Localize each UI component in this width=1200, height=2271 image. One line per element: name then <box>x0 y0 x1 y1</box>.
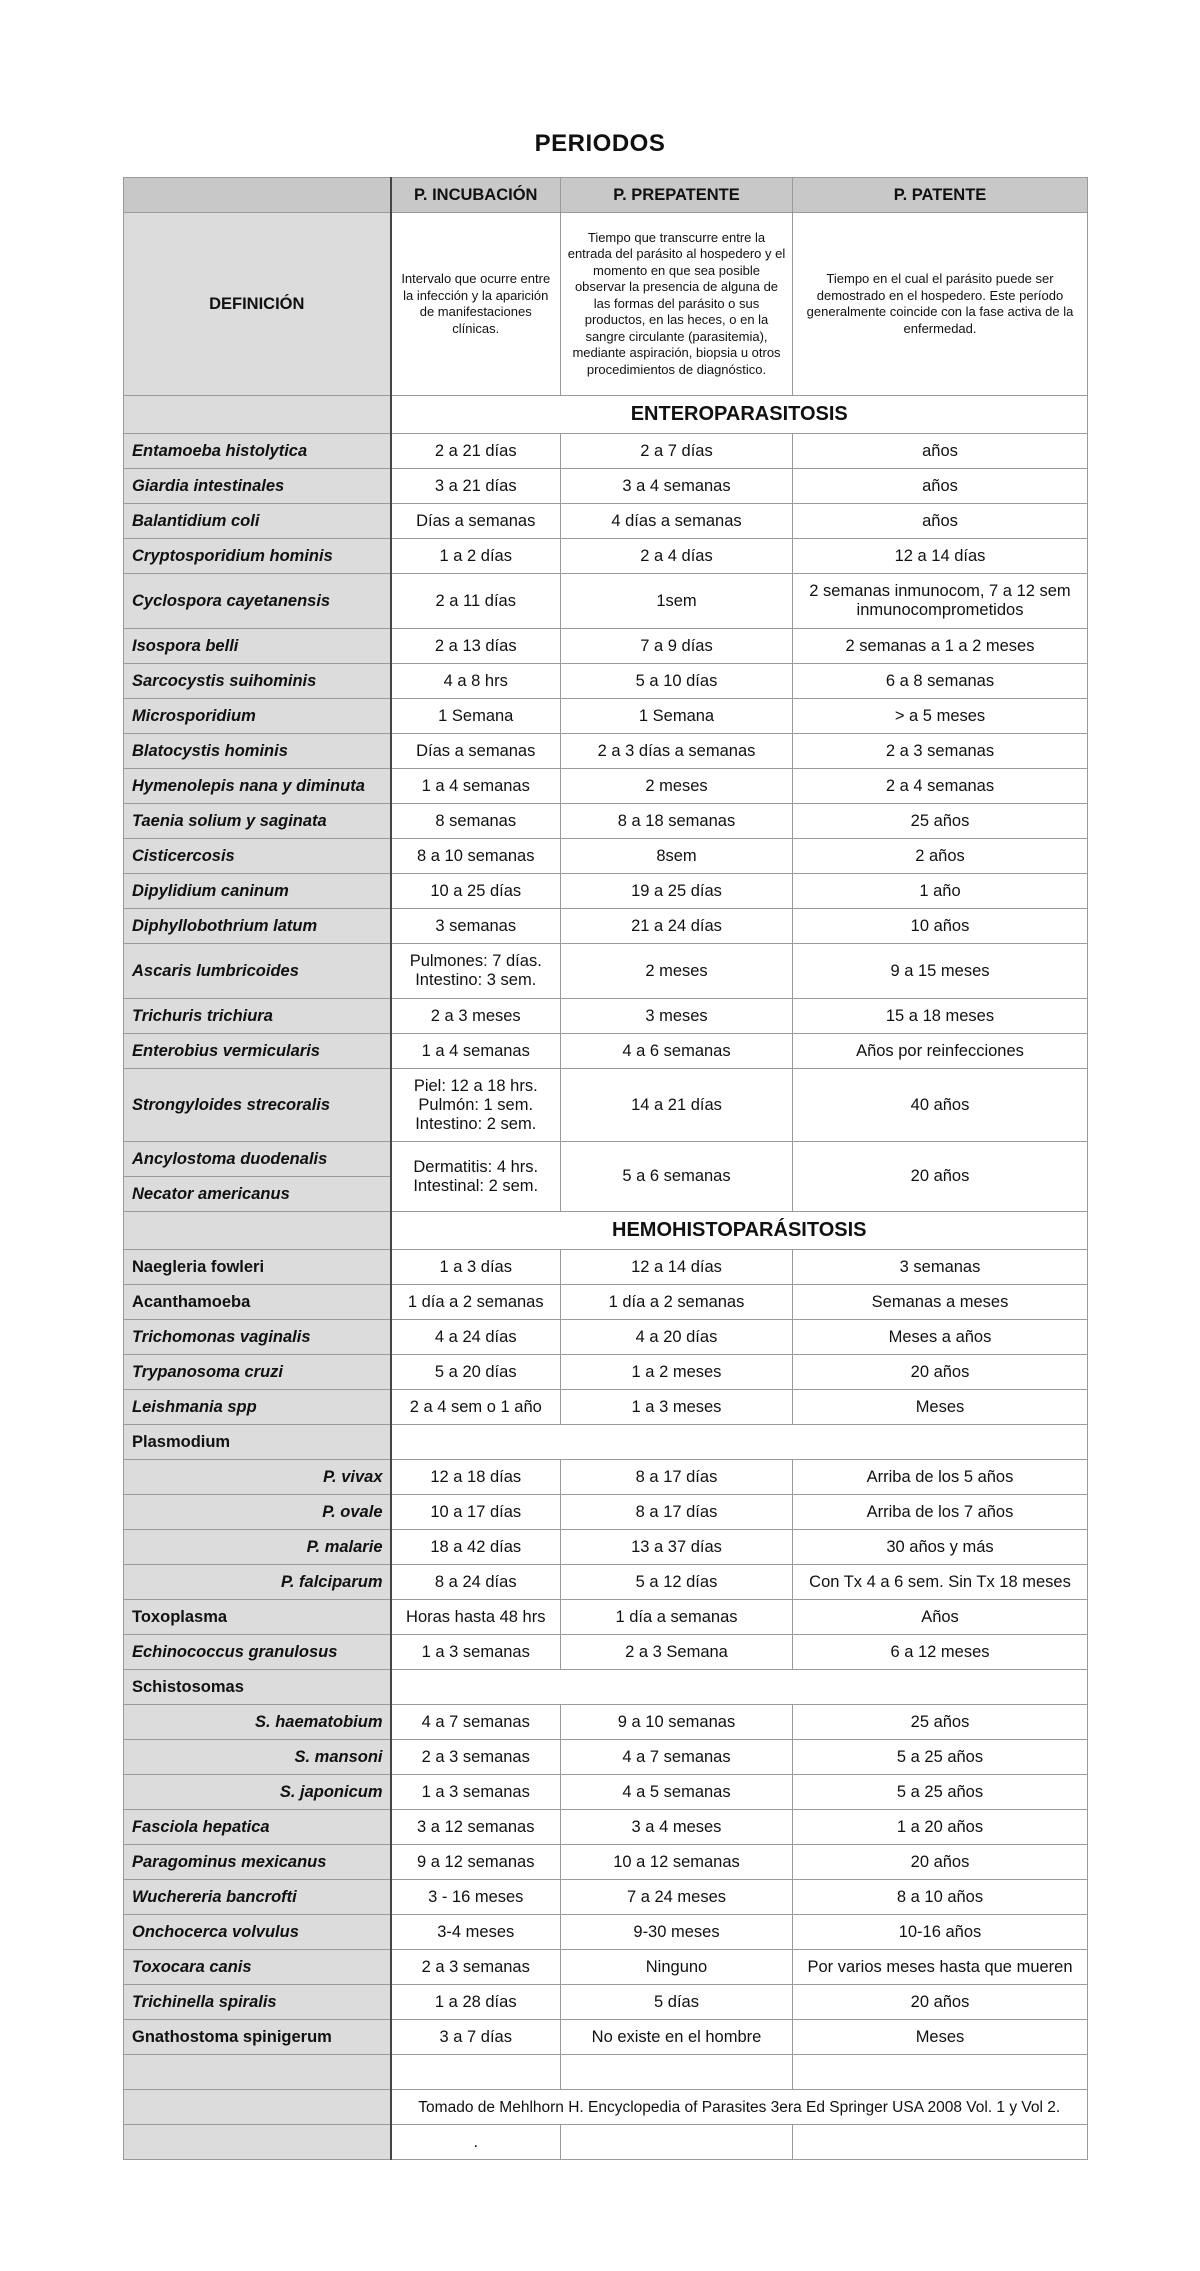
table-row <box>124 839 1088 874</box>
parasite-name: S. mansoni <box>124 1740 391 1775</box>
parasite-name: Balantidium coli <box>124 504 391 539</box>
parasite-name: Blatocystis hominis <box>124 734 391 769</box>
parasite-name: P. ovale <box>124 1495 391 1530</box>
blank-cell <box>391 2055 561 2090</box>
table-row <box>124 539 1088 574</box>
section-hemohistoparasitosis-row <box>124 1212 1088 1250</box>
parasite-name: Strongyloides strecoralis <box>124 1069 391 1142</box>
prepatente-value: 2 a 7 días <box>561 434 793 469</box>
prepatente-value: 2 meses <box>561 769 793 804</box>
parasite-name: Paragominus mexicanus <box>124 1845 391 1880</box>
table-row <box>124 804 1088 839</box>
table-row <box>124 1285 1088 1320</box>
incubacion-value: 3 - 16 meses <box>391 1880 561 1915</box>
prepatente-value: 8sem <box>561 839 793 874</box>
empty-cell <box>391 1425 1088 1460</box>
parasite-name: S. haematobium <box>124 1705 391 1740</box>
incubacion-value: 1 a 4 semanas <box>391 769 561 804</box>
table-row <box>124 1915 1088 1950</box>
table-row <box>124 1565 1088 1600</box>
parasite-name: Cisticercosis <box>124 839 391 874</box>
table-row <box>124 434 1088 469</box>
prepatente-value: No existe en el hombre <box>561 2020 793 2055</box>
parasite-name: Enterobius vermicularis <box>124 1034 391 1069</box>
parasite-name: Gnathostoma spinigerum <box>124 2020 391 2055</box>
table-row <box>124 874 1088 909</box>
patente-value: 20 años <box>793 1355 1088 1390</box>
parasite-name: Giardia intestinales <box>124 469 391 504</box>
prepatente-value: 4 a 5 semanas <box>561 1775 793 1810</box>
incubacion-value: 2 a 11 días <box>391 574 561 629</box>
patente-value: años <box>793 434 1088 469</box>
patente-value: 6 a 12 meses <box>793 1635 1088 1670</box>
table-row <box>124 1600 1088 1635</box>
prepatente-value: 7 a 9 días <box>561 629 793 664</box>
patente-value: 2 años <box>793 839 1088 874</box>
prepatente-value: 9 a 10 semanas <box>561 1705 793 1740</box>
prepatente-value: 5 días <box>561 1985 793 2020</box>
prepatente-value: 21 a 24 días <box>561 909 793 944</box>
table-row <box>124 944 1088 999</box>
incubacion-value: 4 a 7 semanas <box>391 1705 561 1740</box>
table-row <box>124 469 1088 504</box>
prepatente-value: 3 a 4 meses <box>561 1810 793 1845</box>
group-label-plasmodium: Plasmodium <box>124 1425 391 1460</box>
incubacion-value: Días a semanas <box>391 504 561 539</box>
prepatente-value: 2 a 3 Semana <box>561 1635 793 1670</box>
table-row <box>124 909 1088 944</box>
parasite-name: P. malarie <box>124 1530 391 1565</box>
parasite-name: Isospora belli <box>124 629 391 664</box>
periods-table <box>123 177 1088 2160</box>
prepatente-value: 5 a 12 días <box>561 1565 793 1600</box>
patente-value: 25 años <box>793 1705 1088 1740</box>
prepatente-value: 9-30 meses <box>561 1915 793 1950</box>
incubacion-value: 3 a 21 días <box>391 469 561 504</box>
table-row <box>124 1460 1088 1495</box>
incubacion-value: 8 a 10 semanas <box>391 839 561 874</box>
header-patente: P. PATENTE <box>793 178 1088 213</box>
prepatente-value: 12 a 14 días <box>561 1250 793 1285</box>
patente-value: Con Tx 4 a 6 sem. Sin Tx 18 meses <box>793 1565 1088 1600</box>
incubacion-value: 4 a 8 hrs <box>391 664 561 699</box>
dot-row <box>124 2125 1088 2160</box>
parasite-name: Trypanosoma cruzi <box>124 1355 391 1390</box>
prepatente-value: 8 a 17 días <box>561 1495 793 1530</box>
prepatente-value: 5 a 10 días <box>561 664 793 699</box>
incubacion-value: 3 a 12 semanas <box>391 1810 561 1845</box>
parasite-name: Cyclospora cayetanensis <box>124 574 391 629</box>
patente-value: 5 a 25 años <box>793 1740 1088 1775</box>
parasite-name: Necator americanus <box>124 1177 391 1212</box>
table-row <box>124 1740 1088 1775</box>
patente-value: Arriba de los 5 años <box>793 1460 1088 1495</box>
incubacion-value: 2 a 13 días <box>391 629 561 664</box>
patente-value: 8 a 10 años <box>793 1880 1088 1915</box>
patente-value: 20 años <box>793 1142 1088 1212</box>
table-row <box>124 1320 1088 1355</box>
section-enteroparasitosis: ENTEROPARASITOSIS <box>391 396 1088 434</box>
table-row <box>124 574 1088 629</box>
patente-value: 40 años <box>793 1069 1088 1142</box>
patente-value: 5 a 25 años <box>793 1775 1088 1810</box>
parasite-name: Trichomonas vaginalis <box>124 1320 391 1355</box>
table-row <box>124 1250 1088 1285</box>
prepatente-value: 2 a 4 días <box>561 539 793 574</box>
parasite-name: Fasciola hepatica <box>124 1810 391 1845</box>
incubacion-value: 2 a 4 sem o 1 año <box>391 1390 561 1425</box>
prepatente-value: 2 a 3 días a semanas <box>561 734 793 769</box>
patente-value: Meses a años <box>793 1320 1088 1355</box>
patente-value: 2 semanas inmunocom, 7 a 12 sem inmunocomprometidos <box>793 574 1088 629</box>
table-row <box>124 2020 1088 2055</box>
parasite-name: Naegleria fowleri <box>124 1250 391 1285</box>
header-incubacion: P. INCUBACIÓN <box>391 178 561 213</box>
incubacion-value: 1 día a 2 semanas <box>391 1285 561 1320</box>
prepatente-value: 1 a 2 meses <box>561 1355 793 1390</box>
patente-value: 2 a 4 semanas <box>793 769 1088 804</box>
parasite-name: Wuchereria bancrofti <box>124 1880 391 1915</box>
parasite-name: Taenia solium y saginata <box>124 804 391 839</box>
incubacion-value: Piel: 12 a 18 hrs. Pulmón: 1 sem. Intestino: 2 sem. <box>391 1069 561 1142</box>
prepatente-value: 4 días a semanas <box>561 504 793 539</box>
table-row <box>124 734 1088 769</box>
group-label-plasmodium-row <box>124 1425 1088 1460</box>
prepatente-value: 1 día a semanas <box>561 1600 793 1635</box>
parasite-name: Cryptosporidium hominis <box>124 539 391 574</box>
patente-value: 1 año <box>793 874 1088 909</box>
source-row <box>124 2090 1088 2125</box>
prepatente-value: 8 a 17 días <box>561 1460 793 1495</box>
patente-value: Años <box>793 1600 1088 1635</box>
table-row <box>124 1705 1088 1740</box>
prepatente-value: 3 meses <box>561 999 793 1034</box>
blank-cell <box>793 2055 1088 2090</box>
parasite-name: P. vivax <box>124 1460 391 1495</box>
patente-value: 12 a 14 días <box>793 539 1088 574</box>
blank-stub <box>124 2055 391 2090</box>
patente-value: 3 semanas <box>793 1250 1088 1285</box>
parasite-name: Leishmania spp <box>124 1390 391 1425</box>
table-row <box>124 1775 1088 1810</box>
parasite-name: Ascaris lumbricoides <box>124 944 391 999</box>
table-row <box>124 1530 1088 1565</box>
table-row <box>124 1390 1088 1425</box>
table-row <box>124 1142 1088 1177</box>
dot-marker: . <box>391 2125 561 2160</box>
parasite-name: Dipylidium caninum <box>124 874 391 909</box>
definition-label: DEFINICIÓN <box>124 213 391 396</box>
table-row <box>124 504 1088 539</box>
patente-value: 10-16 años <box>793 1915 1088 1950</box>
parasite-name: Hymenolepis nana y diminuta <box>124 769 391 804</box>
table-row <box>124 1985 1088 2020</box>
incubacion-value: 1 a 3 días <box>391 1250 561 1285</box>
table-row <box>124 1950 1088 1985</box>
incubacion-value: 1 a 3 semanas <box>391 1635 561 1670</box>
table-row <box>124 1069 1088 1142</box>
definition-prepatente: Tiempo que transcurre entre la entrada del parásito al hospedero y el momento en que sea posible observar la presencia de alguna de las formas del parásito o sus productos, en las heces, o en la sangre circulante (parasitemia), mediante aspiración, biopsia u otros procedimientos de diagnóstico. <box>561 213 793 396</box>
table-row <box>124 1034 1088 1069</box>
prepatente-value: 1 día a 2 semanas <box>561 1285 793 1320</box>
blank-cell <box>793 2125 1088 2160</box>
incubacion-value: 2 a 3 semanas <box>391 1950 561 1985</box>
parasite-name: Ancylostoma duodenalis <box>124 1142 391 1177</box>
section-hemohistoparasitosis: HEMOHISTOPARÁSITOSIS <box>391 1212 1088 1250</box>
table-row <box>124 1845 1088 1880</box>
incubacion-value: 2 a 3 semanas <box>391 1740 561 1775</box>
patente-value: Semanas a meses <box>793 1285 1088 1320</box>
patente-value: 15 a 18 meses <box>793 999 1088 1034</box>
incubacion-value: 5 a 20 días <box>391 1355 561 1390</box>
prepatente-value: 19 a 25 días <box>561 874 793 909</box>
incubacion-value: 1 Semana <box>391 699 561 734</box>
table-row <box>124 1810 1088 1845</box>
table-row <box>124 1635 1088 1670</box>
header-prepatente: P. PREPATENTE <box>561 178 793 213</box>
parasite-name: P. falciparum <box>124 1565 391 1600</box>
incubacion-value: Días a semanas <box>391 734 561 769</box>
patente-value: 6 a 8 semanas <box>793 664 1088 699</box>
blank-cell <box>561 2055 793 2090</box>
incubacion-value: 3 semanas <box>391 909 561 944</box>
patente-value: 1 a 20 años <box>793 1810 1088 1845</box>
group-label-schistosomas-row <box>124 1670 1088 1705</box>
incubacion-value: 9 a 12 semanas <box>391 1845 561 1880</box>
definition-row <box>124 213 1088 396</box>
patente-value: Años por reinfecciones <box>793 1034 1088 1069</box>
incubacion-value: 1 a 28 días <box>391 1985 561 2020</box>
patente-value: 20 años <box>793 1985 1088 2020</box>
prepatente-value: 5 a 6 semanas <box>561 1142 793 1212</box>
prepatente-value: 4 a 7 semanas <box>561 1740 793 1775</box>
source-citation: Tomado de Mehlhorn H. Encyclopedia of Parasites 3era Ed Springer USA 2008 Vol. 1 y Vol 2. <box>391 2090 1088 2125</box>
table-row <box>124 1355 1088 1390</box>
parasite-name: Acanthamoeba <box>124 1285 391 1320</box>
prepatente-value: 4 a 6 semanas <box>561 1034 793 1069</box>
patente-value: 20 años <box>793 1845 1088 1880</box>
patente-value: > a 5 meses <box>793 699 1088 734</box>
patente-value: Meses <box>793 2020 1088 2055</box>
patente-value: Por varios meses hasta que mueren <box>793 1950 1088 1985</box>
incubacion-value: 3-4 meses <box>391 1915 561 1950</box>
incubacion-value: Dermatitis: 4 hrs. Intestinal: 2 sem. <box>391 1142 561 1212</box>
patente-value: 9 a 15 meses <box>793 944 1088 999</box>
table-row <box>124 664 1088 699</box>
parasite-name: Trichuris trichiura <box>124 999 391 1034</box>
parasite-name: Sarcocystis suihominis <box>124 664 391 699</box>
patente-value: 30 años y más <box>793 1530 1088 1565</box>
table-row <box>124 769 1088 804</box>
incubacion-value: Pulmones: 7 días. Intestino: 3 sem. <box>391 944 561 999</box>
header-corner <box>124 178 391 213</box>
incubacion-value: 18 a 42 días <box>391 1530 561 1565</box>
incubacion-value: 8 a 24 días <box>391 1565 561 1600</box>
incubacion-value: 4 a 24 días <box>391 1320 561 1355</box>
incubacion-value: 2 a 21 días <box>391 434 561 469</box>
parasite-name: Echinococcus granulosus <box>124 1635 391 1670</box>
parasite-name: Toxoplasma <box>124 1600 391 1635</box>
prepatente-value: 1 a 3 meses <box>561 1390 793 1425</box>
source-stub <box>124 2090 391 2125</box>
patente-value: 25 años <box>793 804 1088 839</box>
prepatente-value: 1 Semana <box>561 699 793 734</box>
dot-stub <box>124 2125 391 2160</box>
patente-value: Meses <box>793 1390 1088 1425</box>
prepatente-value: Ninguno <box>561 1950 793 1985</box>
patente-value: Arriba de los 7 años <box>793 1495 1088 1530</box>
prepatente-value: 8 a 18 semanas <box>561 804 793 839</box>
section-stub <box>124 1212 391 1250</box>
patente-value: 2 a 3 semanas <box>793 734 1088 769</box>
definition-incubacion: Intervalo que ocurre entre la infección y la aparición de manifestaciones clínicas. <box>391 213 561 396</box>
blank-row <box>124 2055 1088 2090</box>
empty-cell <box>391 1670 1088 1705</box>
incubacion-value: 12 a 18 días <box>391 1460 561 1495</box>
incubacion-value: 1 a 4 semanas <box>391 1034 561 1069</box>
table-row <box>124 1495 1088 1530</box>
incubacion-value: 1 a 2 días <box>391 539 561 574</box>
incubacion-value: 3 a 7 días <box>391 2020 561 2055</box>
table-row <box>124 629 1088 664</box>
header-row <box>124 178 1088 213</box>
prepatente-value: 2 meses <box>561 944 793 999</box>
parasite-name: Trichinella spiralis <box>124 1985 391 2020</box>
section-stub <box>124 396 391 434</box>
prepatente-value: 10 a 12 semanas <box>561 1845 793 1880</box>
prepatente-value: 3 a 4 semanas <box>561 469 793 504</box>
table-row <box>124 699 1088 734</box>
incubacion-value: 10 a 17 días <box>391 1495 561 1530</box>
parasite-name: S. japonicum <box>124 1775 391 1810</box>
table-row <box>124 1880 1088 1915</box>
patente-value: 10 años <box>793 909 1088 944</box>
parasite-name: Onchocerca volvulus <box>124 1915 391 1950</box>
parasite-name: Microsporidium <box>124 699 391 734</box>
patente-value: años <box>793 469 1088 504</box>
patente-value: años <box>793 504 1088 539</box>
incubacion-value: 8 semanas <box>391 804 561 839</box>
prepatente-value: 7 a 24 meses <box>561 1880 793 1915</box>
prepatente-value: 1sem <box>561 574 793 629</box>
incubacion-value: 10 a 25 días <box>391 874 561 909</box>
table-row <box>124 999 1088 1034</box>
prepatente-value: 14 a 21 días <box>561 1069 793 1142</box>
parasite-name: Toxocara canis <box>124 1950 391 1985</box>
page-title: PERIODOS <box>534 130 666 157</box>
parasite-name: Diphyllobothrium latum <box>124 909 391 944</box>
definition-patente: Tiempo en el cual el parásito puede ser demostrado en el hospedero. Este período generalmente coincide con la fase activa de la enfermedad. <box>793 213 1088 396</box>
parasite-name: Entamoeba histolytica <box>124 434 391 469</box>
patente-value: 2 semanas a 1 a 2 meses <box>793 629 1088 664</box>
blank-cell <box>561 2125 793 2160</box>
section-enteroparasitosis-row <box>124 396 1088 434</box>
prepatente-value: 4 a 20 días <box>561 1320 793 1355</box>
group-label-schistosomas: Schistosomas <box>124 1670 391 1705</box>
prepatente-value: 13 a 37 días <box>561 1530 793 1565</box>
incubacion-value: Horas hasta 48 hrs <box>391 1600 561 1635</box>
incubacion-value: 2 a 3 meses <box>391 999 561 1034</box>
incubacion-value: 1 a 3 semanas <box>391 1775 561 1810</box>
